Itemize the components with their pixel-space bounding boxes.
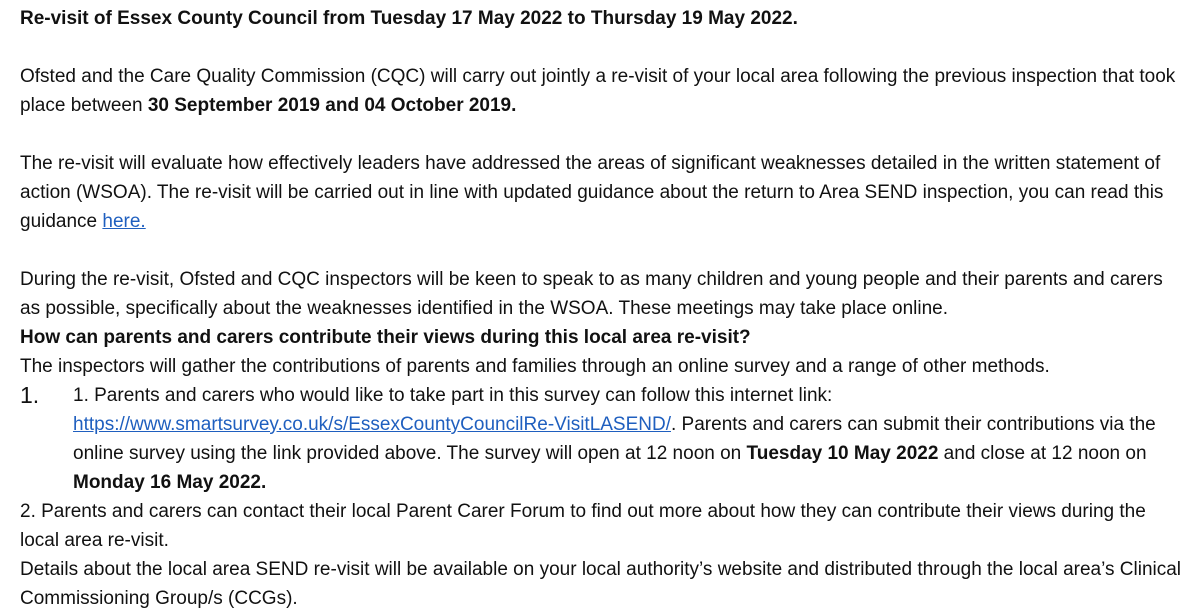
list-item-2: 2. Parents and carers can contact their local Parent Carer Forum to find out more about how they can contribute their views during the local area re-visit.: [20, 501, 1146, 551]
inspectors-paragraph: During the re-visit, Ofsted and CQC inspectors will be keen to speak to as many children and young people and their parents and carers as possible, specifically about the weaknesses identified in the WSOA. These meetings may take place online.: [20, 269, 1163, 319]
survey-close-text: and close at 12 noon on: [938, 443, 1147, 464]
inspection-dates: 30 September 2019 and 04 October 2019.: [147, 95, 517, 116]
details-paragraph: Details about the local area SEND re-visit will be available on your local authority’s website and distributed through the local area’s Clinical Commissioning Group/s (CCGs).: [20, 559, 1182, 609]
list-marker: 1.: [20, 382, 40, 408]
spacer: [0, 236, 1200, 265]
spacer: [0, 120, 1200, 149]
evaluation-text: The re-visit will evaluate how effectively leaders have addressed the areas of significant weaknesses detailed in the written statement of action (WSOA). The re-visit will be carried out in line with updated guidance about the return to Area SEND inspection, you can read this guidance: [20, 153, 1164, 232]
survey-link[interactable]: https://www.smartsurvey.co.uk/s/EssexCountyCouncilRe-VisitLASEND/: [73, 414, 671, 435]
intro-text: Ofsted and the Care Quality Commission (CQC) will carry out jointly a re-visit of your local area following the previous inspection that took place between: [20, 66, 1176, 116]
evaluation-paragraph: [20, 149, 1185, 236]
document-title-text: Re-visit of Essex County Council from Tuesday 17 May 2022 to Thursday 19 May 2022.: [20, 8, 798, 29]
methods-paragraph: The inspectors will gather the contributions of parents and families through an online survey and a range of other methods.: [20, 356, 1050, 377]
survey-details-text: . Parents and carers can submit their contributions via the online survey using the link provided above. The survey will open at 12 noon on: [73, 414, 1156, 464]
spacer: [0, 33, 1200, 62]
question-heading: [20, 323, 1185, 352]
survey-open-date: Tuesday 10 May 2022: [746, 443, 939, 464]
question-heading-text: How can parents and carers contribute their views during this local area re-visit?: [20, 327, 751, 348]
survey-details: [73, 410, 1185, 497]
survey-close-date: Monday 16 May 2022.: [73, 472, 267, 493]
guidance-link[interactable]: here.: [102, 211, 146, 232]
survey-intro-text: 1. Parents and carers who would like to take part in this survey can follow this internet link:: [73, 385, 833, 406]
list-item-1: [20, 381, 1185, 497]
list-item-1-body: [73, 381, 1185, 497]
document-title: [20, 4, 1185, 33]
intro-paragraph: [20, 62, 1185, 120]
